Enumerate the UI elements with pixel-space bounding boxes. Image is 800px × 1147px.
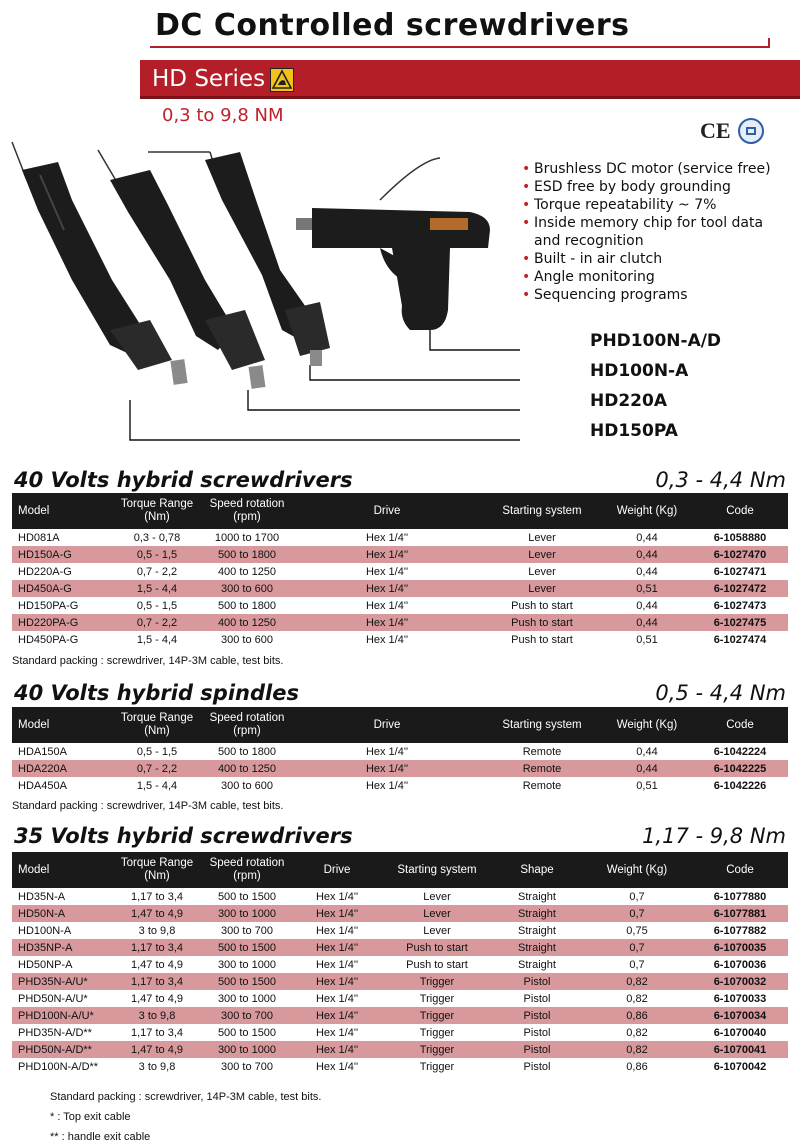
code-cell: 6-1042225: [692, 760, 788, 777]
table-cell: Trigger: [382, 973, 492, 990]
table-row: [12, 1041, 788, 1058]
code-cell: 6-1070042: [713, 1060, 767, 1073]
model-cell: HD50NP-A: [18, 958, 73, 971]
table-cell: Lever: [423, 890, 451, 903]
model-cell: HD150PA-G: [18, 599, 79, 612]
model-cell: HD220PA-G: [12, 614, 112, 631]
code-cell: 6-1027471: [713, 565, 767, 578]
table-cell: Hex 1/4'': [365, 779, 409, 792]
packing-note: Standard packing : screwdriver, 14P-3M cable, test bits.: [12, 800, 284, 812]
table-header-row: [12, 493, 788, 529]
table-cell: 400 to 1250: [202, 760, 292, 777]
table-row: [12, 760, 788, 777]
callout-hd220a: HD220A: [590, 391, 667, 411]
table-cell: 0,3 - 0,78: [133, 531, 181, 544]
model-cell: PHD50N-A/D**: [12, 1041, 112, 1058]
page-title: DC Controlled screwdrivers: [155, 8, 630, 43]
code-cell: 6-1042224: [713, 745, 767, 758]
callout-line-hd220a: [248, 390, 520, 410]
column-header: Starting system: [482, 707, 602, 743]
model-cell: PHD100N-A/D**: [18, 1060, 99, 1073]
table-cell: Straight: [492, 939, 582, 956]
table-cell: 3 to 9,8: [138, 1060, 176, 1073]
table-cell: 500 to 1800: [202, 546, 292, 563]
table-cell: Hex 1/4'': [315, 924, 359, 937]
table-cell: 0,7: [629, 890, 645, 903]
table-cell: 0,7: [582, 905, 692, 922]
feature-list: [520, 160, 790, 304]
table-cell: Remote: [522, 745, 562, 758]
table-cell: Pistol: [492, 973, 582, 990]
table-cell: Hex 1/4'': [292, 973, 382, 990]
table-cell: 0,5 - 1,5: [136, 745, 178, 758]
table-row: [12, 1024, 788, 1041]
table-cell: Lever: [482, 580, 602, 597]
column-header: Drive: [292, 707, 482, 743]
column-header: Torque Range (Nm): [112, 852, 202, 888]
table-cell: 0,86: [582, 1007, 692, 1024]
feature-item: • Sequencing programs: [520, 286, 790, 304]
table-cell: Hex 1/4'': [292, 580, 482, 597]
table-cell: Lever: [482, 546, 602, 563]
table-cell: Trigger: [419, 992, 455, 1005]
series-label: HD Series: [152, 66, 266, 92]
table-cell: 1,17 to 3,4: [112, 973, 202, 990]
column-header: Starting system: [482, 493, 602, 529]
feature-item: • Built - in air clutch: [520, 250, 790, 268]
table-cell: 0,7 - 2,2: [136, 565, 178, 578]
column-header: Weight (Kg): [602, 707, 692, 743]
table-cell: Hex 1/4'': [315, 890, 359, 903]
table-cell: 0,7 - 2,2: [112, 614, 202, 631]
table-cell: Hex 1/4'': [292, 1007, 382, 1024]
table-cell: 0,5 - 1,5: [112, 546, 202, 563]
code-cell: 6-1070041: [692, 1041, 788, 1058]
column-header: Speed rotation (rpm): [202, 493, 292, 529]
table-cell: 300 to 600: [202, 580, 292, 597]
table-cell: 1000 to 1700: [214, 531, 280, 544]
column-header: Drive: [292, 493, 482, 529]
table-cell: 1,47 to 4,9: [131, 992, 183, 1005]
column-header: Code: [692, 707, 788, 743]
table-cell: Straight: [518, 890, 556, 903]
code-cell: 6-1027472: [692, 580, 788, 597]
model-cell: HDA150A: [18, 745, 67, 758]
table-cell: 1,47 to 4,9: [112, 905, 202, 922]
column-header: Shape: [492, 852, 582, 888]
table-row: [12, 1007, 788, 1024]
column-header: Model: [12, 493, 112, 529]
table-cell: 400 to 1250: [217, 565, 277, 578]
code-cell: 6-1027470: [692, 546, 788, 563]
torque-range-label: 0,3 to 9,8 NM: [162, 105, 284, 126]
spec-table-40v-spindles: [12, 707, 788, 794]
table-cell: Pistol: [523, 1060, 551, 1073]
table-cell: 3 to 9,8: [138, 924, 176, 937]
callout-line-hd100n: [310, 365, 520, 380]
column-header: Drive: [292, 852, 382, 888]
table-cell: 0,82: [626, 1026, 648, 1039]
table-cell: 0,86: [626, 1060, 648, 1073]
table-cell: 0,82: [582, 1041, 692, 1058]
column-header: Code: [692, 852, 788, 888]
section-range: 0,5 - 4,4 Nm: [655, 681, 786, 705]
table-cell: 500 to 1500: [217, 890, 277, 903]
model-cell: HDA220A: [12, 760, 112, 777]
model-cell: HD450A-G: [12, 580, 112, 597]
column-header: Model: [12, 707, 112, 743]
table-cell: Hex 1/4'': [365, 745, 409, 758]
table-cell: Push to start: [511, 633, 573, 646]
model-cell: HD081A: [18, 531, 60, 544]
model-cell: PHD35N-A/U*: [12, 973, 112, 990]
callout-hd100n: HD100N-A: [590, 361, 689, 381]
table-cell: Straight: [492, 905, 582, 922]
table-cell: Trigger: [419, 1026, 455, 1039]
table-row: [12, 563, 788, 580]
table-cell: 0,7: [629, 958, 645, 971]
table-cell: 0,51: [636, 633, 658, 646]
footnote-handle-exit: ** : handle exit cable: [50, 1131, 151, 1143]
column-header: Weight (Kg): [602, 493, 692, 529]
callout-line-phd100n: [430, 330, 520, 350]
section-title: 35 Volts hybrid screwdrivers: [14, 824, 353, 848]
table-cell: Hex 1/4'': [365, 633, 409, 646]
table-cell: 500 to 1500: [202, 939, 292, 956]
table-row: [12, 743, 788, 760]
model-cell: HDA450A: [18, 779, 67, 792]
table-cell: Hex 1/4'': [292, 905, 382, 922]
table-header-row: [12, 707, 788, 743]
table-cell: Hex 1/4'': [292, 760, 482, 777]
model-cell: PHD50N-A/U*: [18, 992, 88, 1005]
table-cell: 0,82: [582, 973, 692, 990]
table-cell: 500 to 1500: [217, 1026, 277, 1039]
model-cell: HD220A-G: [18, 565, 72, 578]
callout-line-hd150pa: [130, 400, 520, 440]
table-row: [12, 580, 788, 597]
table-cell: 0,82: [626, 992, 648, 1005]
table-header-row: [12, 852, 788, 888]
ce-mark-icon: CE: [700, 118, 731, 143]
column-header: Speed rotation (rpm): [202, 707, 292, 743]
code-cell: 6-1077881: [692, 905, 788, 922]
code-cell: 6-1070032: [692, 973, 788, 990]
packing-note: Standard packing : screwdriver, 14P-3M cable, test bits.: [12, 655, 284, 667]
table-cell: 300 to 1000: [202, 1041, 292, 1058]
table-row: [12, 1058, 788, 1075]
model-cell: HD35NP-A: [12, 939, 112, 956]
table-cell: 3 to 9,8: [112, 1007, 202, 1024]
table-row: [12, 922, 788, 939]
table-cell: Push to start: [406, 958, 468, 971]
table-body: [12, 888, 788, 1075]
table-cell: 500 to 1800: [217, 745, 277, 758]
model-cell: HD450PA-G: [18, 633, 79, 646]
table-cell: Hex 1/4'': [292, 614, 482, 631]
spec-table-35v-screwdrivers: [12, 852, 788, 1075]
code-cell: 6-1070040: [713, 1026, 767, 1039]
table-cell: Pistol: [492, 1007, 582, 1024]
table-cell: 500 to 1800: [217, 599, 277, 612]
table-cell: Hex 1/4'': [315, 1026, 359, 1039]
tuv-mark-icon: [738, 118, 764, 144]
series-banner: [140, 60, 800, 99]
code-cell: 6-1027475: [692, 614, 788, 631]
title-underline-tick: [768, 38, 770, 48]
section-title: 40 Volts hybrid screwdrivers: [14, 468, 353, 492]
feature-item: • Torque repeatability ~ 7%: [520, 196, 790, 214]
table-cell: 0,51: [636, 779, 658, 792]
code-cell: 6-1027473: [713, 599, 767, 612]
table-cell: 1,47 to 4,9: [112, 1041, 202, 1058]
table-row: [12, 905, 788, 922]
table-cell: 1,17 to 3,4: [112, 939, 202, 956]
table-row: [12, 973, 788, 990]
code-cell: 6-1077882: [713, 924, 767, 937]
table-cell: 1,5 - 4,4: [136, 633, 178, 646]
table-cell: 0,44: [636, 745, 658, 758]
column-header: Torque Range (Nm): [112, 707, 202, 743]
table-cell: 0,44: [636, 565, 658, 578]
table-cell: 300 to 700: [221, 1060, 273, 1073]
esd-warning-icon: [270, 68, 294, 92]
code-cell: 6-1058880: [713, 531, 767, 544]
table-cell: Lever: [528, 565, 556, 578]
column-header: Model: [12, 852, 112, 888]
table-cell: Push to start: [482, 614, 602, 631]
table-cell: 0,44: [602, 546, 692, 563]
code-cell: 6-1042226: [713, 779, 767, 792]
feature-item: • Brushless DC motor (service free): [520, 160, 790, 178]
table-cell: 1,17 to 3,4: [131, 1026, 183, 1039]
spec-table-40v-screwdrivers: [12, 493, 788, 648]
code-cell: 6-1027474: [713, 633, 767, 646]
table-row: [12, 614, 788, 631]
packing-note: Standard packing : screwdriver, 14P-3M cable, test bits.: [50, 1091, 322, 1103]
table-cell: 1,17 to 3,4: [131, 890, 183, 903]
table-row: [12, 546, 788, 563]
column-header: Speed rotation (rpm): [202, 852, 292, 888]
code-cell: 6-1070036: [713, 958, 767, 971]
table-cell: 0,5 - 1,5: [136, 599, 178, 612]
table-cell: 300 to 1000: [217, 992, 277, 1005]
table-cell: 0,44: [602, 614, 692, 631]
table-cell: 1,5 - 4,4: [136, 779, 178, 792]
table-cell: Pistol: [523, 992, 551, 1005]
table-row: [12, 529, 788, 546]
table-cell: 500 to 1500: [202, 973, 292, 990]
table-cell: Lever: [382, 905, 492, 922]
feature-item: • Angle monitoring: [520, 268, 790, 286]
table-cell: Trigger: [382, 1041, 492, 1058]
table-cell: Hex 1/4'': [315, 1060, 359, 1073]
table-cell: Hex 1/4'': [365, 531, 409, 544]
callout-phd100n: PHD100N-A/D: [590, 331, 722, 351]
table-body: [12, 743, 788, 794]
model-cell: PHD35N-A/D**: [18, 1026, 92, 1039]
table-cell: Hex 1/4'': [365, 565, 409, 578]
model-cell: PHD100N-A/U*: [12, 1007, 112, 1024]
table-cell: 400 to 1250: [202, 614, 292, 631]
table-cell: Hex 1/4'': [365, 599, 409, 612]
code-cell: 6-1070035: [692, 939, 788, 956]
table-cell: 300 to 1000: [202, 905, 292, 922]
table-cell: Hex 1/4'': [292, 939, 382, 956]
model-cell: HD100N-A: [18, 924, 72, 937]
table-cell: 1,5 - 4,4: [112, 580, 202, 597]
column-header: Code: [692, 493, 788, 529]
table-cell: Lever: [528, 531, 556, 544]
column-header: Starting system: [382, 852, 492, 888]
code-cell: 6-1070034: [692, 1007, 788, 1024]
table-cell: 0,44: [636, 531, 658, 544]
table-cell: Pistol: [492, 1041, 582, 1058]
table-cell: 0,44: [602, 760, 692, 777]
table-cell: 0,7: [582, 939, 692, 956]
table-cell: 1,47 to 4,9: [131, 958, 183, 971]
table-cell: 0,7 - 2,2: [112, 760, 202, 777]
table-cell: Remote: [522, 779, 562, 792]
table-cell: Hex 1/4'': [315, 958, 359, 971]
table-cell: Hex 1/4'': [315, 992, 359, 1005]
section-range: 0,3 - 4,4 Nm: [655, 468, 786, 492]
table-cell: 300 to 1000: [217, 958, 277, 971]
code-cell: 6-1077880: [713, 890, 767, 903]
table-cell: 300 to 700: [202, 1007, 292, 1024]
title-underline: [150, 46, 770, 48]
table-cell: Hex 1/4'': [292, 546, 482, 563]
feature-item: • ESD free by body grounding: [520, 178, 790, 196]
callout-hd150pa: HD150PA: [590, 421, 678, 441]
model-cell: HD50N-A: [12, 905, 112, 922]
table-cell: 300 to 600: [221, 779, 273, 792]
table-cell: Remote: [482, 760, 602, 777]
table-cell: Straight: [518, 958, 556, 971]
table-row: [12, 939, 788, 956]
table-cell: 300 to 700: [221, 924, 273, 937]
table-row: [12, 956, 788, 973]
table-row: [12, 990, 788, 1007]
table-row: [12, 631, 788, 648]
table-cell: 0,44: [636, 599, 658, 612]
table-cell: Lever: [423, 924, 451, 937]
table-row: [12, 888, 788, 905]
table-cell: Straight: [518, 924, 556, 937]
model-cell: HD35N-A: [18, 890, 66, 903]
table-row: [12, 597, 788, 614]
table-cell: Trigger: [419, 1060, 455, 1073]
table-cell: 0,51: [602, 580, 692, 597]
table-cell: Trigger: [382, 1007, 492, 1024]
column-header: Torque Range (Nm): [112, 493, 202, 529]
footnote-top-exit: * : Top exit cable: [50, 1111, 131, 1123]
table-row: [12, 777, 788, 794]
section-title: 40 Volts hybrid spindles: [14, 681, 299, 705]
table-cell: Pistol: [523, 1026, 551, 1039]
table-cell: Push to start: [511, 599, 573, 612]
table-cell: 0,75: [626, 924, 648, 937]
table-cell: 300 to 600: [221, 633, 273, 646]
table-cell: Push to start: [382, 939, 492, 956]
model-cell: HD150A-G: [12, 546, 112, 563]
table-cell: Hex 1/4'': [292, 1041, 382, 1058]
feature-item: • Inside memory chip for tool data and recognition: [520, 214, 790, 250]
phd100n-tool-image: [296, 158, 490, 330]
table-body: [12, 529, 788, 648]
code-cell: 6-1070033: [713, 992, 767, 1005]
section-range: 1,17 - 9,8 Nm: [642, 824, 786, 848]
column-header: Weight (Kg): [582, 852, 692, 888]
